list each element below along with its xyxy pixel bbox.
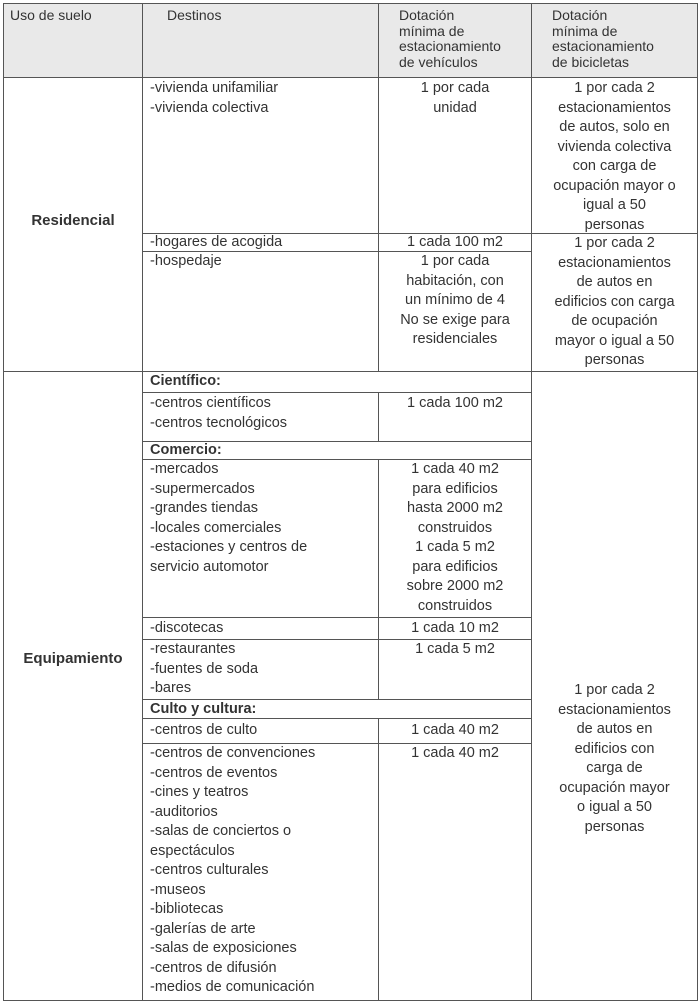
section-title: Culto y cultura: [150, 701, 257, 717]
bicicletas-line: de ocupación [571, 313, 658, 329]
destinos-cell [142, 617, 379, 640]
destino-item: -grandes tiendas [150, 500, 259, 516]
destino-item: -medios de comunicación [150, 979, 315, 995]
bicicletas-line: 1 por cada 2 [574, 682, 655, 698]
bicicletas-line: personas [584, 818, 645, 835]
destino-item: -fuentes de soda [150, 660, 259, 677]
bicicletas-line: 1 por cada 2 [574, 80, 655, 96]
vehiculos-line: 1 cada 5 m2 [415, 539, 495, 555]
vehiculos-line: 1 cada 40 m2 [411, 461, 499, 477]
bicicletas-line: edificios con carga [554, 293, 675, 310]
group-equipamiento-label: Equipamiento [23, 649, 123, 667]
header-destinos-text: Destinos [167, 7, 222, 23]
destino-item: servicio automotor [150, 558, 269, 575]
destinos-cell [142, 77, 379, 234]
bicicletas-line: personas [584, 216, 645, 233]
vehiculos-line: habitación, con [406, 272, 504, 289]
destino-item: -bares [150, 680, 192, 696]
destino-item: -centros de eventos [150, 764, 278, 781]
bicicletas-line: mayor o igual a 50 [554, 332, 675, 349]
vehiculos-cell [378, 251, 532, 372]
section-header-cientifico [142, 371, 532, 393]
header-uso-de-suelo-text: Uso de suelo [10, 7, 92, 23]
destino-item: -centros de culto [150, 722, 258, 738]
bicicletas-line: ocupación mayor [559, 779, 670, 796]
vehiculos-line: un mínimo de 4 [405, 292, 505, 308]
bicicletas-cell [531, 233, 698, 372]
destinos-cell [142, 639, 379, 700]
header-line: Dotación [399, 7, 455, 23]
destino-item: -centros de difusión [150, 959, 277, 976]
bicicletas-line: ocupación mayor o [553, 177, 676, 194]
destino-item: -estaciones y centros de [150, 539, 308, 555]
destinos-cell [142, 459, 379, 618]
header-line: de bicicletas [552, 53, 630, 70]
vehiculos-cell [378, 617, 532, 640]
bicicletas-line: estacionamientos [558, 254, 671, 271]
destinos-cell [142, 392, 379, 442]
destino-item: -vivienda unifamiliar [150, 80, 279, 96]
destino-item: -salas de exposiciones [150, 940, 297, 956]
vehiculos-cell [378, 639, 532, 700]
destino-item: -centros tecnológicos [150, 414, 288, 431]
destino-item: -hogares de acogida [150, 234, 283, 250]
bicicletas-cell [531, 371, 698, 1001]
bicicletas-line: carga de [586, 760, 643, 776]
vehiculos-cell [378, 743, 532, 1001]
vehiculos-line: residenciales [412, 331, 498, 347]
section-title: Científico: [150, 373, 221, 389]
destino-item: -centros culturales [150, 862, 269, 878]
destino-item: -hospedaje [150, 253, 222, 269]
vehiculos-line: No se exige para [400, 311, 510, 328]
vehiculos-line: construidos [417, 597, 493, 614]
bicicletas-line: vivienda colectiva [557, 138, 672, 155]
vehiculos-cell [378, 718, 532, 744]
vehiculos-line: sobre 2000 m2 [406, 578, 504, 594]
destino-item: -auditorios [150, 803, 218, 820]
bicicletas-line: con carga de [572, 158, 657, 174]
destino-item: -restaurantes [150, 641, 236, 657]
destino-item: -bibliotecas [150, 901, 224, 917]
group-equipamiento-cell [3, 371, 143, 1001]
vehiculos-line: construidos [417, 519, 493, 536]
bicicletas-line: o igual a 50 [577, 799, 652, 815]
vehiculos-line: 1 cada 5 m2 [415, 641, 495, 657]
destino-item: -cines y teatros [150, 784, 249, 800]
header-line: Dotación [552, 7, 608, 23]
header-destinos [142, 3, 379, 78]
vehiculos-cell [378, 392, 532, 442]
vehiculos-line: 1 cada 40 m2 [411, 722, 499, 738]
vehiculos-line: hasta 2000 m2 [407, 500, 503, 516]
destino-item: -locales comerciales [150, 519, 282, 536]
bicicletas-line: de autos, solo en [559, 119, 670, 135]
destinos-cell [142, 743, 379, 1001]
bicicletas-cell [531, 77, 698, 234]
vehiculos-line: 1 cada 10 m2 [411, 620, 499, 636]
section-title: Comercio: [150, 442, 222, 458]
header-uso-de-suelo [3, 3, 143, 78]
vehiculos-line: para edificios [412, 558, 498, 575]
destino-item: -galerías de arte [150, 920, 256, 937]
destino-item: -mercados [150, 461, 219, 477]
vehiculos-line: unidad [433, 99, 477, 116]
header-line: mínima de [552, 22, 618, 39]
section-header-comercio [142, 441, 532, 460]
bicicletas-line: igual a 50 [583, 197, 646, 213]
destino-item: espectáculos [150, 842, 235, 859]
bicicletas-line: de autos en [576, 721, 653, 737]
bicicletas-line: de autos en [576, 274, 653, 290]
destinos-cell [142, 233, 379, 252]
vehiculos-cell [378, 77, 532, 234]
bicicletas-line: estacionamientos [558, 99, 671, 116]
destino-item: -vivienda colectiva [150, 99, 269, 116]
bicicletas-line: 1 por cada 2 [574, 235, 655, 251]
destinos-cell [142, 718, 379, 744]
destino-item: -museos [150, 881, 206, 898]
bicicletas-line: personas [584, 352, 645, 368]
header-line: estacionamiento [552, 38, 654, 54]
destino-item: -centros de convenciones [150, 745, 316, 761]
header-line: estacionamiento [399, 38, 501, 54]
destino-item: -supermercados [150, 480, 255, 497]
vehiculos-line: para edificios [412, 480, 498, 497]
vehiculos-line: 1 por cada [420, 80, 490, 96]
destino-item: -salas de conciertos o [150, 823, 292, 839]
bicicletas-line: edificios con [574, 740, 655, 757]
header-line: de vehículos [399, 53, 478, 70]
vehiculos-cell [378, 233, 532, 252]
header-line: mínima de [399, 22, 465, 39]
header-vehiculos [378, 3, 532, 78]
vehiculos-line: 1 por cada [420, 253, 490, 269]
destino-item: -discotecas [150, 620, 224, 636]
vehiculos-line: 1 cada 100 m2 [407, 395, 503, 411]
bicicletas-line: estacionamientos [558, 701, 671, 718]
header-bicicletas [531, 3, 698, 78]
destino-item: -centros científicos [150, 395, 271, 411]
vehiculos-line: 1 cada 40 m2 [411, 745, 499, 761]
group-residencial-label: Residencial [31, 211, 115, 229]
destinos-cell [142, 251, 379, 372]
vehiculos-line: 1 cada 100 m2 [407, 234, 503, 250]
vehiculos-cell [378, 459, 532, 618]
section-header-culto-y-cultura [142, 699, 532, 719]
